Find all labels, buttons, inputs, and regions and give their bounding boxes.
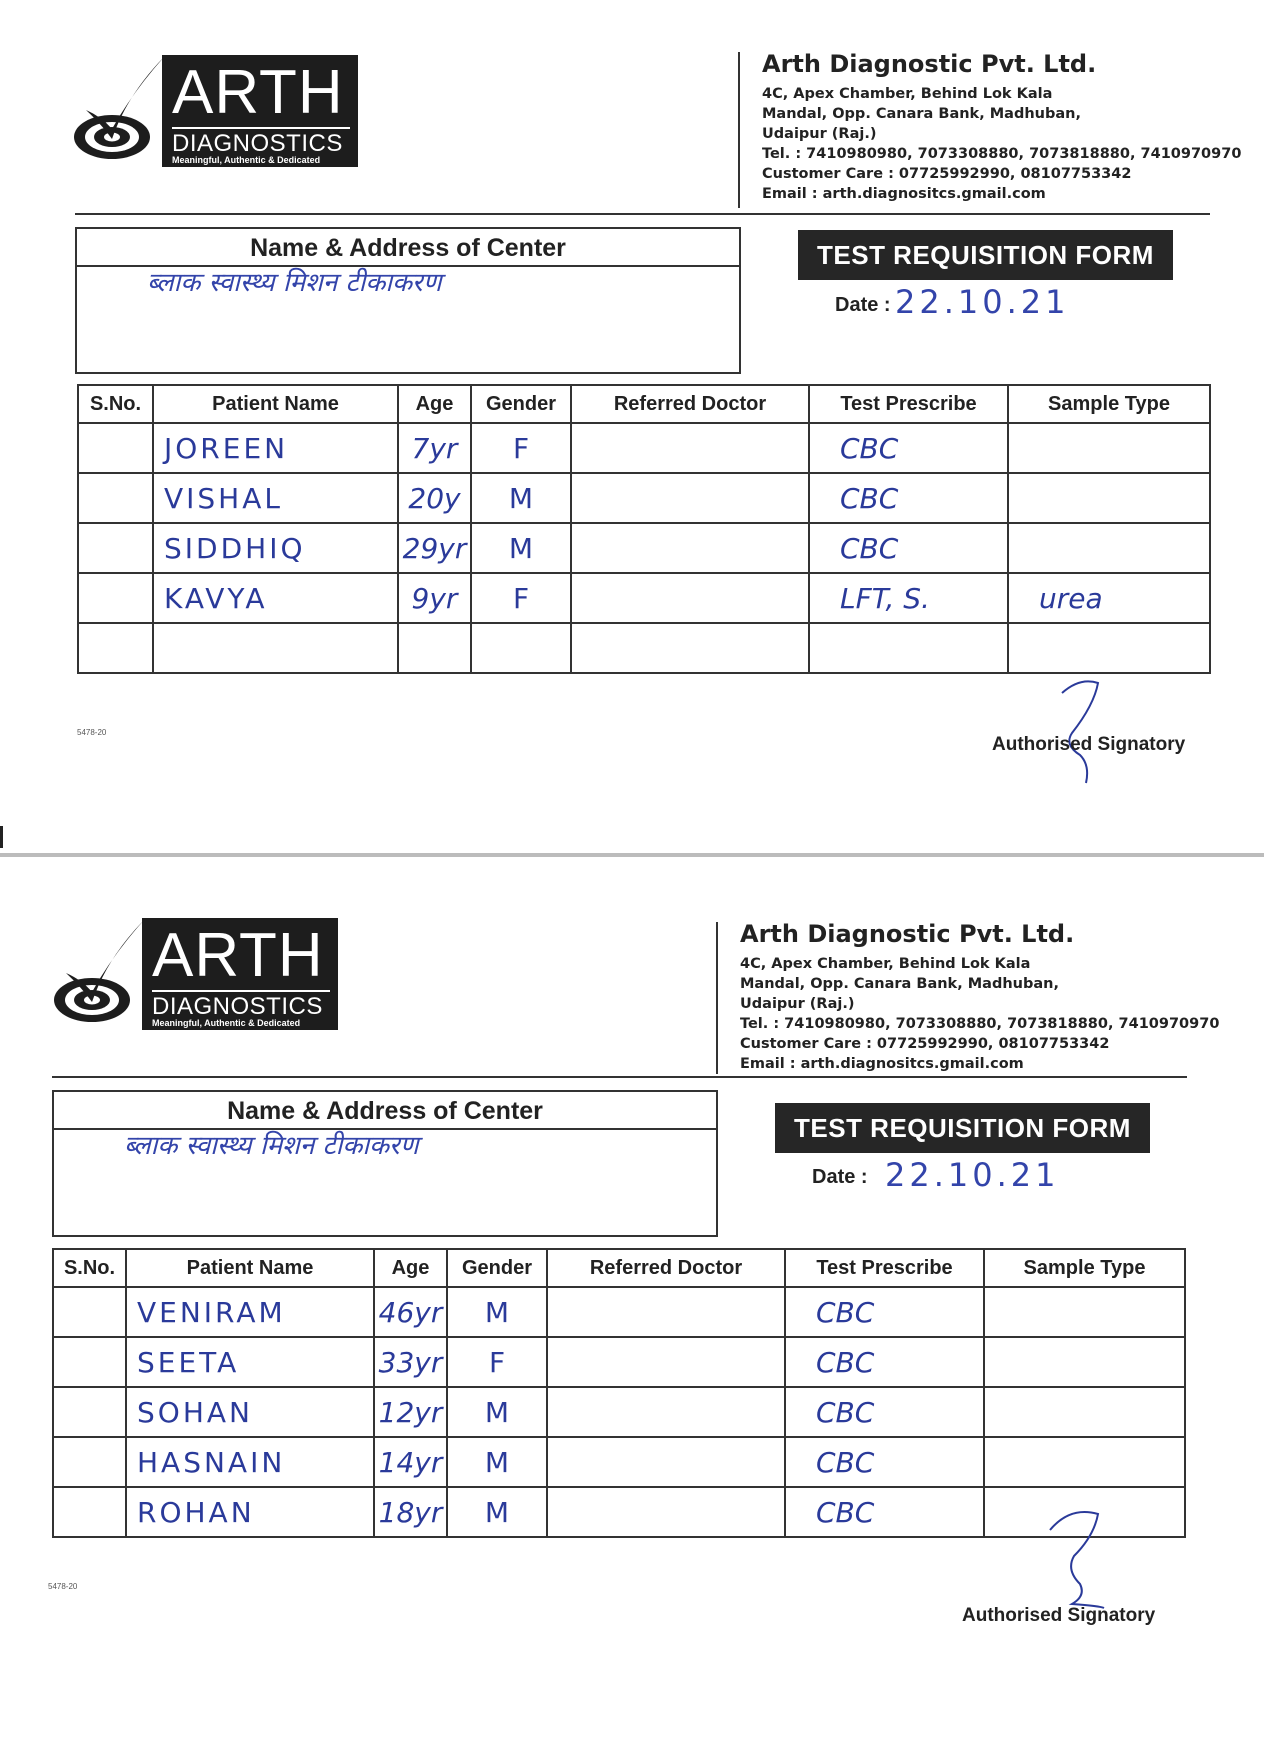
form-title: TEST REQUISITION FORM: [775, 1103, 1150, 1153]
logo-tagline: Meaningful, Authentic & Dedicated: [172, 155, 321, 165]
cell-gender[interactable]: F: [471, 573, 571, 623]
logo-sub: DIAGNOSTICS: [172, 130, 343, 157]
cell-sno[interactable]: [78, 473, 153, 523]
telephone: Tel. : 7410980980, 7073308880, 7073818880, 7410970970: [762, 146, 1242, 162]
center-address-box: [75, 227, 741, 374]
table-row: [53, 1387, 1185, 1437]
cell-gender[interactable]: M: [447, 1487, 547, 1537]
cell-test[interactable]: LFT, S.: [809, 573, 1008, 623]
telephone: Tel. : 7410980980, 7073308880, 7073818880, 7410970970: [740, 1016, 1220, 1032]
cell-sample-type[interactable]: urea: [1008, 573, 1210, 623]
cell-referred-doctor[interactable]: [571, 623, 809, 673]
signature-mark: [1040, 1500, 1120, 1620]
cell-sample-type[interactable]: [984, 1337, 1185, 1387]
target-check-icon: [72, 55, 172, 165]
logo-wordmark: [162, 55, 358, 167]
cell-age[interactable]: 14yr: [374, 1437, 447, 1487]
header-divider: [716, 922, 718, 1074]
header-patient-name: Patient Name: [126, 1249, 374, 1287]
cell-sno[interactable]: [78, 423, 153, 473]
header-sample-type: Sample Type: [1008, 385, 1210, 423]
cell-age[interactable]: 46yr: [374, 1287, 447, 1337]
cell-sno[interactable]: [53, 1387, 126, 1437]
header-referred-doctor: Referred Doctor: [547, 1249, 785, 1287]
cell-referred-doctor[interactable]: [547, 1487, 785, 1537]
cell-test[interactable]: [809, 623, 1008, 673]
cell-patient-name[interactable]: [153, 623, 398, 673]
address-line-3: Udaipur (Raj.): [762, 126, 877, 142]
header-sno: S.No.: [78, 385, 153, 423]
cell-gender[interactable]: M: [447, 1437, 547, 1487]
header-rule: [75, 213, 1210, 215]
cell-sample-type[interactable]: [1008, 623, 1210, 673]
center-address-box: [52, 1090, 718, 1237]
table-row: [53, 1337, 1185, 1387]
cell-test[interactable]: CBC: [809, 423, 1008, 473]
cell-test[interactable]: CBC: [785, 1337, 984, 1387]
date-value[interactable]: 22.10.21: [885, 1156, 1060, 1194]
cell-sample-type[interactable]: [984, 1387, 1185, 1437]
address-line-2: Mandal, Opp. Canara Bank, Madhuban,: [762, 106, 1081, 122]
cell-referred-doctor[interactable]: [547, 1337, 785, 1387]
header-test-prescribe: Test Prescribe: [785, 1249, 984, 1287]
cell-referred-doctor[interactable]: [547, 1437, 785, 1487]
header-gender: Gender: [447, 1249, 547, 1287]
company-info: [740, 920, 1219, 1074]
requisition-form-1: [0, 0, 1264, 860]
cell-gender[interactable]: M: [447, 1287, 547, 1337]
logo-wordmark: [142, 918, 338, 1030]
table-row: [78, 423, 1210, 473]
date-value[interactable]: 22.10.21: [895, 283, 1070, 321]
cell-gender[interactable]: M: [471, 523, 571, 573]
address-line-1: 4C, Apex Chamber, Behind Lok Kala: [740, 956, 1031, 972]
cell-age[interactable]: 29yr: [398, 523, 471, 573]
table-row: [78, 573, 1210, 623]
table-row: [78, 523, 1210, 573]
cell-sno[interactable]: [53, 1487, 126, 1537]
cell-patient-name[interactable]: JOREEN: [153, 423, 398, 473]
center-name-handwritten[interactable]: ब्लाक स्वास्थ्य मिशन टीकाकरण: [147, 268, 442, 298]
customer-care: Customer Care : 07725992990, 08107753342: [762, 166, 1132, 182]
cell-age[interactable]: 9yr: [398, 573, 471, 623]
center-title: Name & Address of Center: [54, 1092, 716, 1130]
logo-tagline: Meaningful, Authentic & Dedicated: [152, 1018, 301, 1028]
table-header-row: [78, 385, 1210, 423]
cell-age[interactable]: 18yr: [374, 1487, 447, 1537]
cell-referred-doctor[interactable]: [571, 423, 809, 473]
cell-age[interactable]: 12yr: [374, 1387, 447, 1437]
requisition-form-2: [0, 860, 1264, 1720]
logo-word: ARTH: [172, 58, 344, 127]
cell-gender[interactable]: M: [471, 473, 571, 523]
cell-sample-type[interactable]: [984, 1437, 1185, 1487]
form-title: TEST REQUISITION FORM: [798, 230, 1173, 280]
header-patient-name: Patient Name: [153, 385, 398, 423]
center-name-handwritten[interactable]: ब्लाक स्वास्थ्य मिशन टीकाकरण: [124, 1131, 419, 1161]
cell-test[interactable]: CBC: [785, 1287, 984, 1337]
cell-age[interactable]: 33yr: [374, 1337, 447, 1387]
header-referred-doctor: Referred Doctor: [571, 385, 809, 423]
cell-patient-name[interactable]: VENIRAM: [126, 1287, 374, 1337]
company-info: [762, 50, 1241, 204]
table-row: [53, 1437, 1185, 1487]
cell-patient-name[interactable]: SIDDHIQ: [153, 523, 398, 573]
date-label: Date :: [812, 1166, 868, 1188]
cell-sample-type[interactable]: [1008, 423, 1210, 473]
cell-age[interactable]: 20y: [398, 473, 471, 523]
cell-test[interactable]: CBC: [809, 473, 1008, 523]
header-rule: [52, 1076, 1187, 1078]
email: Email : arth.diagnositcs.gmail.com: [762, 186, 1046, 202]
page-fold: [0, 853, 1264, 857]
company-name: Arth Diagnostic Pvt. Ltd.: [740, 920, 1075, 948]
customer-care: Customer Care : 07725992990, 08107753342: [740, 1036, 1110, 1052]
address-line-1: 4C, Apex Chamber, Behind Lok Kala: [762, 86, 1053, 102]
cell-patient-name[interactable]: KAVYA: [153, 573, 398, 623]
cell-age[interactable]: [398, 623, 471, 673]
patient-table: [52, 1248, 1186, 1538]
cell-referred-doctor[interactable]: [547, 1387, 785, 1437]
cell-sno[interactable]: [78, 523, 153, 573]
cell-gender[interactable]: F: [447, 1337, 547, 1387]
cell-sno[interactable]: [53, 1337, 126, 1387]
email: Email : arth.diagnositcs.gmail.com: [740, 1056, 1024, 1072]
cell-patient-name[interactable]: SEETA: [126, 1337, 374, 1387]
authorised-signatory: Authorised Signatory: [962, 1605, 1156, 1626]
company-name: Arth Diagnostic Pvt. Ltd.: [762, 50, 1097, 78]
cell-sno[interactable]: [53, 1287, 126, 1337]
cell-sample-type[interactable]: [984, 1287, 1185, 1337]
address-line-2: Mandal, Opp. Canara Bank, Madhuban,: [740, 976, 1059, 992]
table-row: [53, 1287, 1185, 1337]
cell-sno[interactable]: [53, 1437, 126, 1487]
header-age: Age: [398, 385, 471, 423]
cell-patient-name[interactable]: SOHAN: [126, 1387, 374, 1437]
cell-age[interactable]: 7yr: [398, 423, 471, 473]
header-test-prescribe: Test Prescribe: [809, 385, 1008, 423]
cell-test[interactable]: CBC: [785, 1487, 984, 1537]
cell-gender[interactable]: M: [447, 1387, 547, 1437]
cell-referred-doctor[interactable]: [571, 523, 809, 573]
cell-referred-doctor[interactable]: [571, 573, 809, 623]
cell-sno[interactable]: [78, 573, 153, 623]
cell-test[interactable]: CBC: [785, 1387, 984, 1437]
cell-test[interactable]: CBC: [785, 1437, 984, 1487]
header-sno: S.No.: [53, 1249, 126, 1287]
cell-gender[interactable]: [471, 623, 571, 673]
header-age: Age: [374, 1249, 447, 1287]
table-header-row: [53, 1249, 1185, 1287]
header-sample-type: Sample Type: [984, 1249, 1185, 1287]
logo-sub: DIAGNOSTICS: [152, 993, 323, 1020]
cell-referred-doctor[interactable]: [571, 473, 809, 523]
table-row: [53, 1487, 1185, 1537]
cell-test[interactable]: CBC: [809, 523, 1008, 573]
date-label: Date :: [835, 294, 891, 316]
center-title: Name & Address of Center: [77, 229, 739, 267]
table-row: [78, 623, 1210, 673]
form-code: 5478-20: [48, 1582, 78, 1591]
cell-gender[interactable]: F: [471, 423, 571, 473]
header-divider: [738, 52, 740, 208]
page-edge-mark: [0, 826, 3, 848]
cell-referred-doctor[interactable]: [547, 1287, 785, 1337]
patient-table: [77, 384, 1211, 674]
address-line-3: Udaipur (Raj.): [740, 996, 855, 1012]
signature-mark: [1050, 675, 1120, 785]
header-gender: Gender: [471, 385, 571, 423]
cell-sample-type[interactable]: [1008, 523, 1210, 573]
table-row: [78, 473, 1210, 523]
target-check-icon: [52, 918, 152, 1028]
authorised-signatory: Authorised Signatory: [992, 734, 1186, 755]
cell-patient-name[interactable]: HASNAIN: [126, 1437, 374, 1487]
cell-patient-name[interactable]: VISHAL: [153, 473, 398, 523]
form-code: 5478-20: [77, 728, 107, 737]
cell-sample-type[interactable]: [1008, 473, 1210, 523]
cell-patient-name[interactable]: ROHAN: [126, 1487, 374, 1537]
logo-word: ARTH: [152, 921, 324, 990]
cell-sno[interactable]: [78, 623, 153, 673]
